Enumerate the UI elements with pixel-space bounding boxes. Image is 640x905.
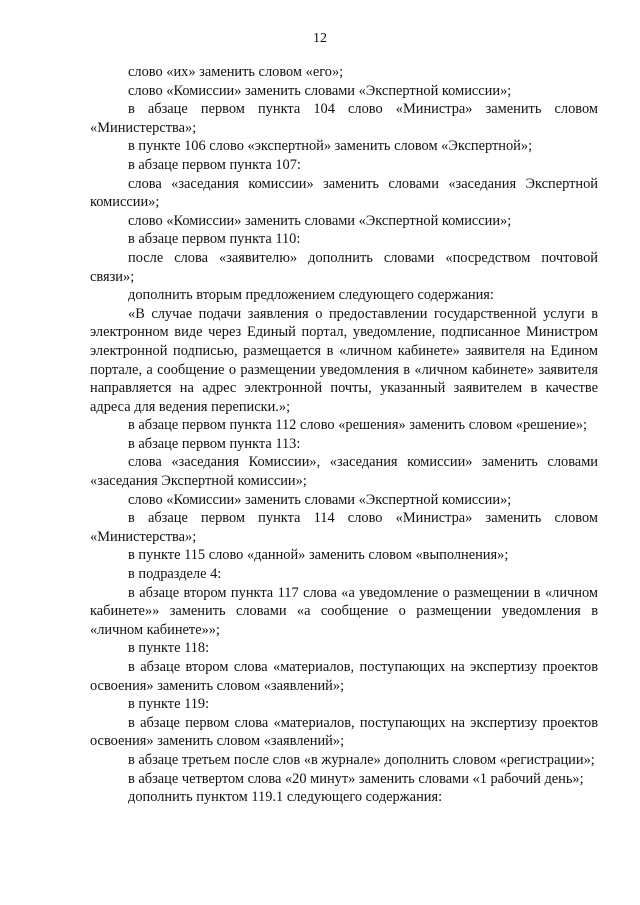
paragraph: в подразделе 4: (128, 566, 222, 583)
paragraph: дополнить вторым предложением следующего содержания: (128, 287, 494, 304)
paragraph: после слова «заявителю» дополнить словами «посредством почтовой связи»; (90, 249, 598, 285)
paragraph: в абзаце первом пункта 110: (128, 231, 301, 248)
paragraph: в абзаце первом пункта 104 слово «Министра» заменить словом «Министерства»; (90, 101, 598, 136)
paragraph: в абзаце первом пункта 113: (128, 435, 301, 452)
paragraph: в абзаце первом пункта 107: (128, 156, 301, 173)
paragraph: слово «их» заменить словом «его»; (128, 64, 344, 80)
paragraph: в абзаце втором пункта 117 слова «а уведомление о размещении в «личном кабинете»» заменить словами «а сообщение о размещении уведомления в «личном кабинете»»; (90, 584, 598, 638)
paragraph: слова «заседания комиссии» заменить словами «заседания Экспертной комиссии»; (90, 175, 598, 211)
paragraph: в пункте 119: (128, 696, 210, 713)
paragraph: в абзаце первом пункта 112 слово «решения» заменить словом «решение»; (128, 417, 588, 434)
paragraph: в пункте 106 слово «экспертной» заменить словом «Экспертной»; (128, 138, 533, 155)
paragraph: в пункте 118: (128, 640, 210, 657)
paragraph: в абзаце первом слова «материалов, поступающих на экспертизу проектов освоения» заменить словом «заявлений»; (90, 714, 598, 750)
document-body (90, 63, 598, 807)
paragraph: слово «Комиссии» заменить словами «Экспертной комиссии»; (128, 491, 512, 508)
paragraph: «В случае подачи заявления о предоставлении государственной услуги в электронном виде через Единый портал, уведомление, подписанное Министром электронной подписью, размещается в «личном кабинете» заявителя на Едином портале, а сообщение о размещении уведомления в «личном кабинете» заявителя направляется на адрес электронной почты, указанный заявителем в качестве адреса для ведения переписки.»; (90, 305, 598, 415)
paragraph: слова «заседания Комиссии», «заседания комиссии» заменить словами «заседания Экспертной комиссии»; (90, 454, 598, 490)
page-number: 12 (313, 31, 327, 46)
paragraph: в абзаце первом пункта 114 слово «Министра» заменить словом «Министерства»; (90, 510, 598, 545)
paragraph: в пункте 115 слово «данной» заменить словом «выполнения»; (128, 547, 509, 564)
paragraph: дополнить пунктом 119.1 следующего содержания: (128, 789, 443, 806)
paragraph: слово «Комиссии» заменить словами «Экспертной комиссии»; (128, 212, 512, 229)
paragraph: в абзаце третьем после слов «в журнале» дополнить словом «регистрации»; (128, 751, 595, 768)
paragraph: в абзаце втором слова «материалов, поступающих на экспертизу проектов освоения» заменить словом «заявлений»; (90, 659, 598, 694)
paragraph: слово «Комиссии» заменить словами «Экспертной комиссии»; (128, 82, 512, 99)
paragraph: в абзаце четвертом слова «20 минут» заменить словами «1 рабочий день»; (128, 770, 584, 787)
